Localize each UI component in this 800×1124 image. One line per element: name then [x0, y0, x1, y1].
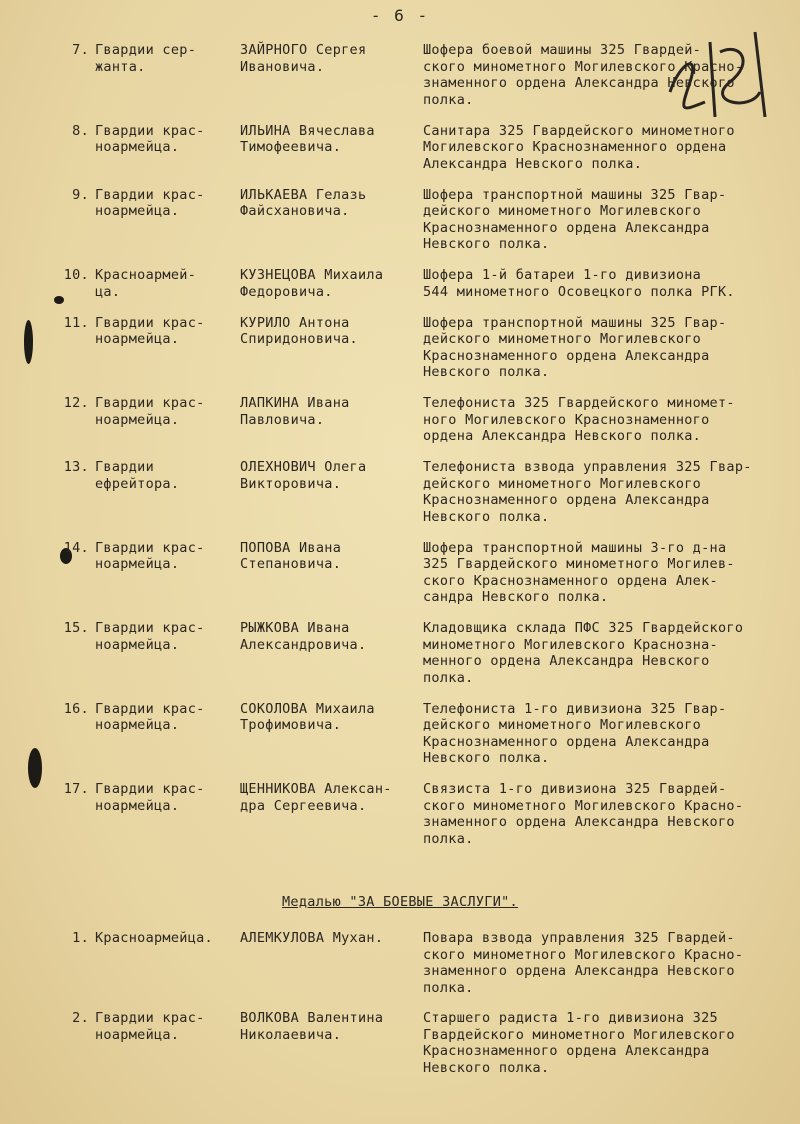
entry-name: ИЛЬКАЕВА Гелазь Файсхановича. — [240, 186, 367, 219]
entry-num: 7. — [72, 42, 89, 58]
list-item — [0, 459, 800, 525]
entry-desc: Шофера транспортной машины 3-го д-на 325 Гвардейского минометного Могилев- ского Краснознаменного ордена Алек- сандра Невского полка. — [423, 539, 735, 605]
entry-name: КУРИЛО Антона Спиридоновича. — [240, 314, 358, 347]
list-item — [0, 267, 800, 300]
entry-rank: Гвардии крас- ноармейца. — [95, 314, 205, 347]
entry-name: ИЛЬИНА Вячеслава Тимофеевича. — [240, 122, 375, 155]
entry-name: ВОЛКОВА Валентина Николаевича. — [240, 1010, 384, 1043]
list-item — [0, 930, 800, 996]
page-number: - 6 - — [370, 6, 430, 25]
entry-num: 8. — [72, 122, 89, 139]
entry-rank: Гвардии крас- ноармейца. — [95, 700, 205, 733]
section-title — [0, 894, 800, 910]
entry-desc: Телефониста взвода управления 325 Гвар- дейского минометного Могилевского Краснознаменного ордена Александра Невского полка. — [423, 459, 752, 525]
entry-rank: Гвардии крас- ноармейца. — [95, 539, 205, 572]
entry-rank: Гвардии крас- ноармейца. — [95, 395, 205, 428]
entry-rank: Гвардии крас- ноармейца. — [95, 1010, 205, 1043]
entry-num: 10. — [63, 267, 89, 283]
entry-name: ОЛЕХНОВИЧ Олега Викторовича. — [240, 459, 367, 492]
list-item — [0, 540, 800, 606]
entry-rank: Гвардии крас- ноармейца. — [95, 620, 205, 653]
entry-desc: Шофера боевой машины 325 Гвардей- ского минометного Могилевского Красно- знаменного ордена Александра Невского полка. — [423, 42, 744, 108]
entry-desc: Санитара 325 Гвардейского минометного Могилевского Краснознаменного ордена Александра Невского полка. — [423, 122, 735, 172]
entry-rank: Гвардии ефрейтора. — [95, 459, 180, 492]
entry-rank: Гвардии крас- ноармейца. — [95, 781, 205, 814]
list-item — [0, 187, 800, 253]
entry-desc: Шофера транспортной машины 325 Гвар- дейского минометного Могилевского Краснознаменного ордена Александра Невского полка. — [423, 314, 727, 380]
entry-num: 11. — [63, 314, 89, 331]
list-item — [0, 123, 800, 173]
entry-rank: Красноармей- ца. — [95, 267, 197, 300]
entry-desc: Кладовщика склада ПФС 325 Гвардейского минометного Могилевского Краснозна- менного ордена Александра Невского полка. — [423, 620, 744, 686]
list-item — [0, 781, 800, 847]
entry-name: ЛАПКИНА Ивана Павловича. — [240, 395, 350, 428]
entry-num: 16. — [63, 700, 89, 717]
entry-rank: Красноармейца. — [95, 930, 213, 946]
list-item — [0, 620, 800, 686]
entry-rank: Гвардии крас- ноармейца. — [95, 186, 205, 219]
entry-name: КУЗНЕЦОВА Михаила Федоровича. — [240, 267, 384, 300]
entry-num: 15. — [63, 620, 89, 636]
list-item — [0, 1010, 800, 1076]
entry-desc: Старшего радиста 1-го дивизиона 325 Гвардейского минометного Могилевского Краснознаменного ордена Александра Невского полка. — [423, 1010, 735, 1076]
entry-name: СОКОЛОВА Михаила Трофимовича. — [240, 700, 375, 733]
list-item — [0, 42, 800, 108]
entry-num: 17. — [63, 781, 89, 797]
entry-num: 12. — [63, 395, 89, 411]
entry-desc: Связиста 1-го дивизиона 325 Гвардей- ского минометного Могилевского Красно- знаменного ордена Александра Невского полка. — [423, 781, 744, 847]
entry-name: ЩЕННИКОВА Алексан- дра Сергеевича. — [240, 781, 392, 814]
entry-num: 14. — [63, 539, 89, 556]
entry-name: АЛЕМКУЛОВА Мухан. — [240, 930, 384, 946]
entry-num: 13. — [63, 459, 89, 475]
list-item — [0, 315, 800, 381]
entry-rank: Гвардии сер- жанта. — [95, 42, 197, 75]
entry-rank: Гвардии крас- ноармейца. — [95, 122, 205, 155]
entry-num: 9. — [72, 186, 89, 203]
list-item — [0, 395, 800, 445]
entry-desc: Повара взвода управления 325 Гвардей- ского минометного Могилевского Красно- знаменного ордена Александра Невского полка. — [423, 930, 744, 996]
entry-desc: Телефониста 1-го дивизиона 325 Гвар- дейского минометного Могилевского Краснознаменного ордена Александра Невского полка. — [423, 700, 727, 766]
entry-name: ЗАЙРНОГО Сергея Ивановича. — [240, 42, 367, 75]
entry-num: 2. — [72, 1010, 89, 1026]
award-list — [0, 42, 800, 862]
section-title-text: Медалью "ЗА БОЕВЫЕ ЗАСЛУГИ". — [282, 894, 518, 910]
entry-desc: Шофера транспортной машины 325 Гвар- дейского минометного Могилевского Краснознаменного ордена Александра Невского полка. — [423, 186, 727, 252]
entry-desc: Телефониста 325 Гвардейского миномет- ного Могилевского Краснознаменного ордена Александра Невского полка. — [423, 395, 735, 444]
entry-num: 1. — [72, 930, 89, 946]
medal-award-list — [0, 930, 800, 1090]
entry-name: РЫЖКОВА Ивана Александровича. — [240, 620, 367, 653]
entry-name: ПОПОВА Ивана Степановича. — [240, 539, 342, 572]
list-item — [0, 701, 800, 767]
entry-desc: Шофера 1-й батареи 1-го дивизиона 544 минометного Осовецкого полка РГК. — [423, 267, 735, 300]
